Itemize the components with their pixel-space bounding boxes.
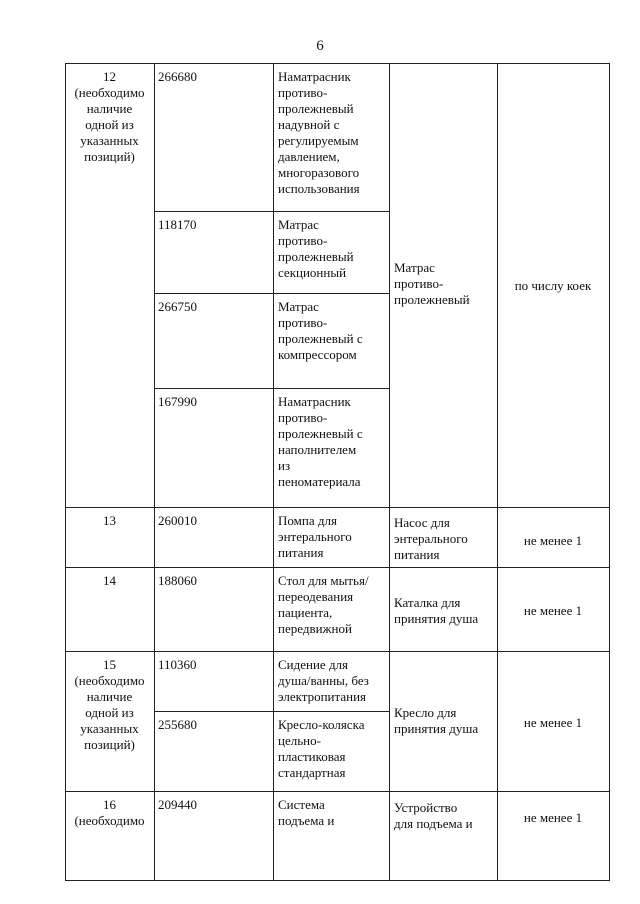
name-cell: Помпа для энтерального питания — [278, 513, 352, 560]
name-cell: Кресло-коляска цельно- пластиковая стандартная — [278, 717, 365, 780]
type-cell: Матрас противо- пролежневый — [394, 260, 470, 307]
quantity-cell: не менее 1 — [523, 533, 583, 548]
code-cell: 260010 — [158, 513, 197, 528]
row-border — [65, 880, 609, 881]
row-border — [65, 507, 609, 508]
code-cell: 266680 — [158, 69, 197, 84]
column-border — [389, 63, 390, 881]
subrow-border — [154, 293, 389, 294]
row-number: 16 (необходимо — [74, 797, 145, 828]
name-cell: Наматрасник противо- пролежневый надувной с регулируемым давлением, многоразового использования — [278, 69, 360, 196]
code-cell: 255680 — [158, 717, 197, 732]
row-number: 14 — [103, 573, 116, 588]
subrow-border — [154, 711, 389, 712]
code-cell: 209440 — [158, 797, 197, 812]
quantity-cell: не менее 1 — [523, 810, 583, 825]
quantity-cell: не менее 1 — [523, 603, 583, 618]
quantity-cell: не менее 1 — [523, 715, 583, 730]
row-border — [65, 567, 609, 568]
row-number: 15 (необходимо наличие одной из указанных позиций) — [74, 657, 145, 752]
column-border — [497, 63, 498, 881]
column-border — [65, 63, 66, 881]
row-number: 13 — [103, 513, 116, 528]
type-cell: Каталка для принятия душа — [394, 595, 479, 626]
subrow-border — [154, 388, 389, 389]
row-number: 12 (необходимо наличие одной из указанных позиций) — [74, 69, 145, 164]
code-cell: 188060 — [158, 573, 197, 588]
quantity-cell: по числу коек — [514, 278, 592, 293]
type-cell: Насос для энтерального питания — [394, 515, 468, 562]
subrow-border — [154, 211, 389, 212]
name-cell: Наматрасник противо- пролежневый с наполнителем из пеноматериала — [278, 394, 363, 489]
row-border — [65, 63, 609, 64]
code-cell: 118170 — [158, 217, 197, 232]
name-cell: Стол для мытья/ переодевания пациента, передвижной — [278, 573, 369, 636]
column-border — [609, 63, 610, 881]
row-border — [65, 651, 609, 652]
code-cell: 167990 — [158, 394, 197, 409]
column-border — [154, 63, 155, 881]
type-cell: Кресло для принятия душа — [394, 705, 479, 736]
column-border — [273, 63, 274, 881]
name-cell: Система подъема и — [278, 797, 335, 828]
name-cell: Сидение для душа/ванны, без электропитания — [278, 657, 369, 704]
type-cell: Устройство для подъема и — [394, 800, 473, 831]
name-cell: Матрас противо- пролежневый секционный — [278, 217, 354, 280]
code-cell: 266750 — [158, 299, 197, 314]
name-cell: Матрас противо- пролежневый с компрессором — [278, 299, 363, 362]
code-cell: 110360 — [158, 657, 197, 672]
row-border — [65, 791, 609, 792]
page-number: 6 — [316, 38, 324, 54]
